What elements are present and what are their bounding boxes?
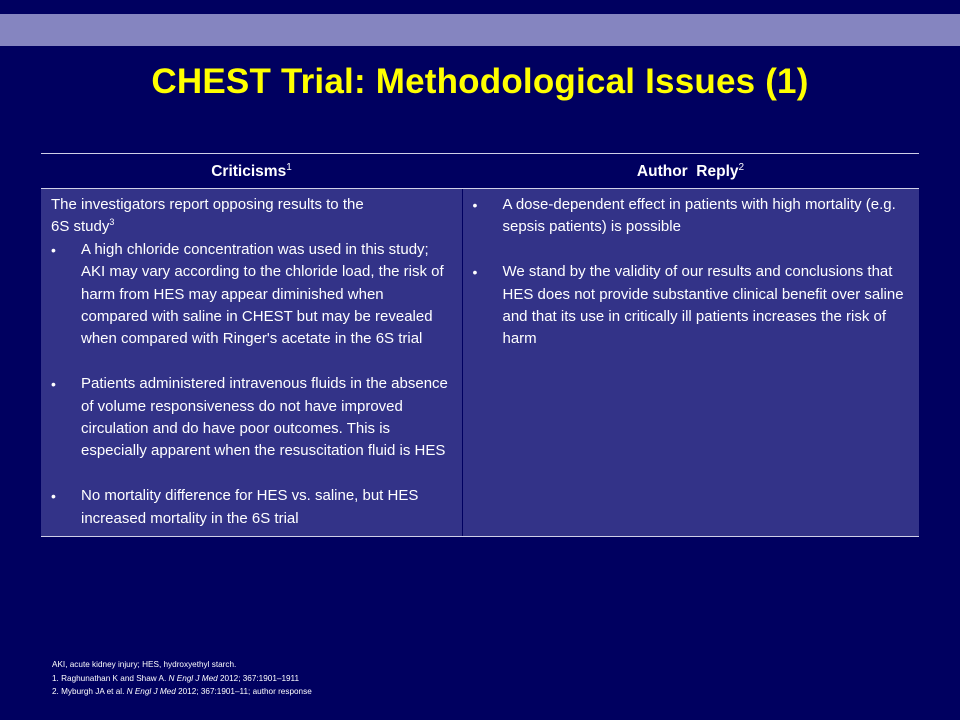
criticisms-cell <box>41 189 462 537</box>
criticism-item-chloride: • A high chloride concentration was used in this study; AKI may vary according to the chloride load, the risk of harm from HES may appear diminished when compared with saline in CHEST but may be revealed when compared with Ringer's acetate in the 6S trial <box>51 239 452 351</box>
criticisms-intro <box>51 194 452 239</box>
footnote-ref-1-citation: 2012; 367:1901–1911 <box>217 673 300 683</box>
footnotes <box>52 658 312 699</box>
reply-item-validity: • We stand by the validity of our results and conclusions that HES does not provide substantive clinical benefit over saline and that its use in critically ill patients increases the risk of harm <box>473 261 910 351</box>
criticisms-header <box>41 154 462 189</box>
criticisms-list <box>51 239 452 530</box>
criticism-item-volume: • Patients administered intravenous fluids in the absence of volume responsiveness do not have improved circulation and do have poor outcomes. This is especially apparent when the resuscitation fluid is HES <box>51 373 452 463</box>
table-row <box>41 189 919 537</box>
footnote-ref-1 <box>52 672 312 686</box>
reply-item-dose-dependent: • A dose-dependent effect in patients with high mortality (e.g. sepsis patients) is possible <box>473 194 910 239</box>
header-band <box>0 14 960 46</box>
criticisms-header-label: Criticisms <box>211 162 287 180</box>
author-reply-cell <box>462 189 919 537</box>
author-reply-header <box>462 154 919 189</box>
issues-table <box>41 153 919 537</box>
author-reply-list <box>473 194 910 351</box>
footnote-ref-1-journal: N Engl J Med <box>168 673 218 683</box>
criticism-item-mortality: • No mortality difference for HES vs. saline, but HES increased mortality in the 6S trial <box>51 485 452 530</box>
table-header-row <box>41 154 919 189</box>
criticisms-intro-line2: 6S study <box>51 218 110 236</box>
author-reply-header-label: Author Reply <box>636 162 739 180</box>
footnote-ref-2-authors: 2. Myburgh JA et al. <box>52 687 127 696</box>
footnote-ref-1-authors: 1. Raghunathan K and Shaw A. <box>52 673 169 683</box>
footnote-abbreviations: AKI, acute kidney injury; HES, hydroxyethyl starch. <box>52 660 237 669</box>
footnote-ref-2 <box>52 685 312 699</box>
footnote-ref-2-citation: 2012; 367:1901–11; author response <box>175 687 312 696</box>
slide-title: CHEST Trial: Methodological Issues (1) <box>151 62 809 101</box>
footnote-ref-2-journal: N Engl J Med <box>126 687 176 696</box>
criticisms-intro-ref: 3 <box>109 217 115 228</box>
criticisms-intro-line1: The investigators report opposing results to the <box>51 196 364 213</box>
criticisms-header-ref: 1 <box>286 161 292 173</box>
author-reply-header-ref: 2 <box>738 161 745 173</box>
